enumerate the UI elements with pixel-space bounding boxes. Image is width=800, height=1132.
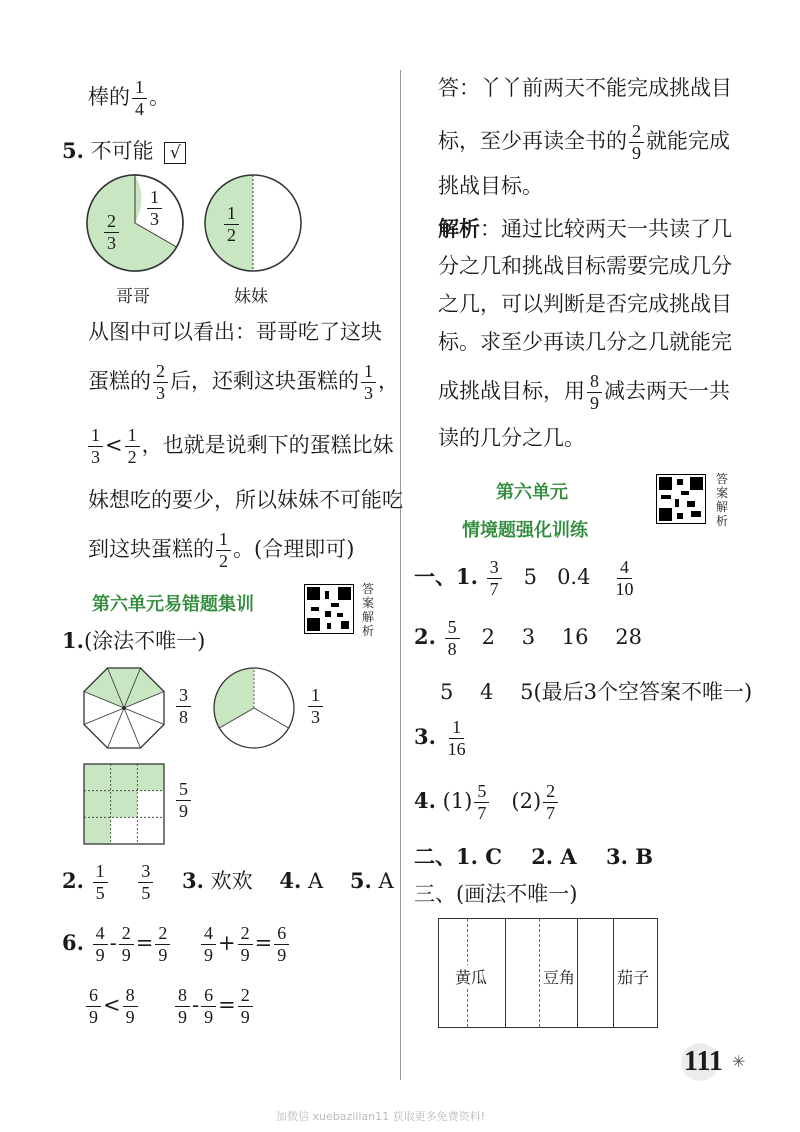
denominator: 7 [489, 578, 499, 599]
text: ：通过比较两天一共读了几 [480, 217, 732, 241]
numerator: 5 [445, 618, 460, 639]
denominator: 9 [125, 1006, 135, 1027]
solid-divider [505, 919, 506, 1027]
question-number: 2. [414, 623, 436, 649]
denominator: 9 [158, 944, 168, 965]
explanation-line-1: 从图中可以看出：哥哥吃了这块 [88, 320, 382, 344]
question-number: 3. [182, 867, 204, 893]
denominator: 9 [277, 944, 287, 965]
text: 蛋糕的 [88, 368, 151, 393]
denominator: 2 [219, 550, 228, 571]
line-1 [88, 78, 170, 119]
sub-title: 情境题强化训练 [462, 520, 588, 541]
label-sister: 妹妹 [234, 287, 268, 307]
analysis-line-1 [438, 218, 732, 240]
sister-frac-1-2 [222, 204, 241, 245]
field-label-beans: 豆角 [543, 965, 575, 988]
field-label-eggplant: 茄子 [617, 965, 649, 988]
field-label-cucumber: 黄瓜 [455, 965, 487, 988]
denominator: 9 [632, 142, 641, 163]
text: 到这块蛋糕的 [88, 536, 214, 561]
numerator: 1 [224, 204, 239, 225]
numerator: 2 [543, 782, 558, 803]
denominator: 16 [447, 738, 466, 759]
denominator: 7 [477, 802, 487, 823]
operator: = [254, 930, 273, 955]
question-6-line-2 [84, 986, 255, 1027]
dashed-divider [539, 919, 540, 1027]
question-number: 3. [414, 723, 436, 749]
question-5 [62, 140, 186, 164]
explanation-line-2 [88, 362, 399, 403]
denominator: 3 [364, 382, 373, 403]
explanation-line-4: 妹想吃的要少，所以妹妹不可能吃 [88, 488, 403, 512]
numerator: 1 [308, 686, 323, 707]
explanation-line-3 [86, 426, 394, 467]
denominator: 9 [590, 392, 599, 413]
question-number: 5. [349, 867, 372, 893]
denominator: 3 [156, 382, 165, 403]
brother-frac-1-3 [145, 188, 164, 229]
operator: - [192, 992, 200, 1017]
numerator: 1 [147, 188, 162, 209]
text: 。 [149, 84, 170, 109]
answer-text: A [307, 868, 324, 893]
denominator: 3 [311, 706, 320, 727]
section-title-left: 第六单元易错题集训 [92, 594, 254, 615]
question-number: 1. [62, 628, 84, 653]
numerator: 2 [629, 122, 644, 143]
numerator: 8 [123, 986, 138, 1007]
numerator: 2 [153, 362, 168, 383]
qr-code-left [304, 584, 354, 634]
brother-frac-2-3 [102, 212, 121, 253]
numerator: 1 [93, 862, 108, 883]
text: 减去两天一共 [604, 378, 730, 403]
question-1 [62, 630, 205, 652]
grid-figure [82, 762, 166, 846]
numerator: 1 [125, 426, 140, 447]
numerator: 4 [93, 924, 108, 945]
question-number: 一、1. [414, 563, 478, 589]
analysis-line-6: 读的几分之几。 [438, 426, 585, 450]
answer-line-1 [438, 78, 732, 99]
operator: < [103, 992, 121, 1017]
answer-text: 欢欢 [210, 868, 253, 893]
question-6-line-1 [62, 924, 291, 965]
page-number: 111 [684, 1046, 723, 1077]
numerator: 1 [132, 78, 147, 99]
denominator: 9 [240, 1006, 250, 1027]
question-number: 2. [62, 867, 84, 893]
operator: + [218, 930, 236, 955]
sec1-q2 [414, 618, 642, 659]
text: 。(合理即可) [233, 536, 355, 561]
sec2-answers: 二、1. C 2. A 3. B [414, 844, 653, 869]
answer-label: 答 [438, 76, 459, 100]
sister-cake-figure [202, 172, 304, 274]
denominator: 9 [204, 1006, 214, 1027]
sec1-q4 [414, 782, 560, 823]
text: 标，至少再读全书的 [438, 128, 627, 153]
denominator: 8 [447, 638, 457, 659]
sec1-q1 [414, 558, 639, 599]
question-number: 6. [62, 929, 84, 955]
circle-fraction [306, 686, 325, 727]
solid-divider [613, 919, 614, 1027]
analysis-line-5 [438, 372, 730, 413]
text: ：丫丫前两天不能完成挑战目 [459, 76, 732, 100]
question-number: 5. [62, 138, 84, 163]
denominator: 5 [95, 882, 105, 903]
octagon-figure [82, 666, 166, 750]
octagon-fraction [174, 686, 193, 727]
text: (2) [511, 788, 542, 813]
numerator: 4 [617, 558, 632, 579]
analysis-line-3: 之几，可以判断是否完成挑战目 [438, 292, 732, 316]
answer-text: 不可能 [90, 139, 154, 163]
numerator: 2 [238, 924, 253, 945]
numerator: 2 [119, 924, 134, 945]
grid-fraction [174, 780, 193, 821]
qr-code-right [656, 474, 706, 524]
footer-watermark: 加微信 xuebazilian11 获取更多免费资料! [276, 1110, 486, 1123]
operator: = [135, 930, 154, 955]
answer-value: 5 [523, 564, 538, 589]
numerator: 5 [176, 780, 191, 801]
numerator: 6 [86, 986, 101, 1007]
qr-label-right: 答案解析 [716, 472, 729, 528]
numerator: 8 [175, 986, 190, 1007]
solid-divider [577, 919, 578, 1027]
text: 棒的 [88, 84, 130, 109]
answer-line-3: 挑战目标。 [438, 174, 543, 198]
brother-cake-figure [84, 172, 186, 274]
answer-values: 2 3 16 28 [481, 624, 642, 649]
numerator: 3 [138, 862, 153, 883]
denominator: 10 [615, 578, 634, 599]
numerator: 5 [474, 782, 489, 803]
denominator: 2 [227, 224, 236, 245]
text: ，也就是说剩下的蛋糕比妹 [141, 432, 394, 457]
numerator: 3 [487, 558, 502, 579]
denominator: 9 [179, 800, 188, 821]
numerator: 1 [449, 718, 464, 739]
text: 成挑战目标，用 [438, 378, 585, 403]
numerator: 2 [155, 924, 170, 945]
text: ， [378, 368, 399, 393]
fraction [132, 78, 147, 119]
answer-line-2 [438, 122, 730, 163]
numerator: 4 [201, 924, 216, 945]
unit-title: 第六单元 [496, 482, 568, 503]
text: 就能完成 [646, 128, 730, 153]
text: (1) [442, 788, 473, 813]
question-number: 4. [279, 867, 302, 893]
text: 后，还剩这块蛋糕的 [170, 368, 359, 393]
denominator: 9 [89, 1006, 98, 1027]
answer-value: 0.4 [557, 564, 591, 589]
numerator: 3 [176, 686, 191, 707]
denominator: 9 [204, 944, 214, 965]
denominator: 9 [121, 944, 131, 965]
check-mark-icon: √ [164, 142, 186, 164]
sec1-q3 [414, 718, 471, 759]
denominator: 8 [179, 706, 188, 727]
explanation-line-5 [88, 530, 354, 571]
operator: = [218, 992, 236, 1017]
numerator: 1 [361, 362, 376, 383]
analysis-label: 解析 [438, 216, 480, 241]
analysis-line-4: 标。求至少再读几分之几就能完 [438, 330, 732, 354]
qr-label-left: 答案解析 [362, 582, 375, 638]
numerator: 1 [88, 426, 103, 447]
less-than: < [105, 432, 123, 457]
denominator: 4 [135, 98, 144, 119]
denominator: 5 [141, 882, 151, 903]
numerator: 8 [587, 372, 602, 393]
column-divider [400, 70, 401, 1080]
numerator: 2 [104, 212, 119, 233]
label-brother: 哥哥 [116, 287, 150, 307]
numerator: 6 [274, 924, 289, 945]
denominator: 2 [127, 446, 137, 467]
denominator: 3 [91, 446, 100, 467]
numerator: 1 [216, 530, 231, 551]
sec3-heading: 三、(画法不唯一) [414, 882, 578, 906]
denominator: 3 [150, 208, 159, 229]
denominator: 9 [178, 1006, 187, 1027]
answer-text: (涂法不唯一) [83, 629, 206, 653]
question-number: 4. [414, 787, 436, 813]
star-icon: ✳ [732, 1052, 746, 1071]
answers-2-5 [62, 862, 394, 903]
denominator: 7 [546, 802, 556, 823]
answer-text: A [378, 868, 394, 893]
denominator: 9 [240, 944, 250, 965]
field-diagram [438, 918, 658, 1028]
circle-thirds-figure [212, 666, 296, 750]
numerator: 2 [238, 986, 253, 1007]
analysis-line-2: 分之几和挑战目标需要完成几分 [438, 254, 732, 278]
denominator: 3 [107, 232, 116, 253]
sec1-q2-line-2: 5 4 5(最后3个空答案不唯一) [440, 680, 753, 704]
numerator: 6 [201, 986, 216, 1007]
denominator: 9 [95, 944, 105, 965]
operator: - [109, 930, 117, 955]
